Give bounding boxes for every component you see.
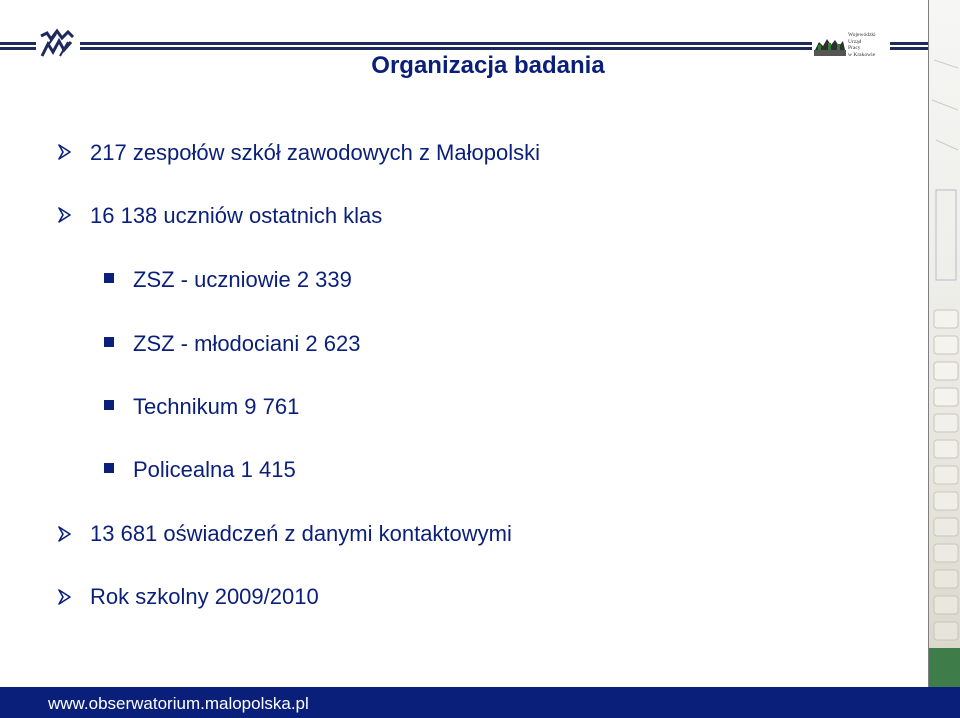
keyboard-photo-strip (928, 0, 960, 690)
arrow-bullet-icon (58, 207, 72, 223)
header-line-left (0, 42, 36, 45)
list-item: 217 zespołów szkół zawodowych z Małopolski (90, 140, 540, 165)
square-bullet-icon (104, 337, 114, 347)
arrow-bullet-icon (58, 144, 72, 160)
wup-logo-line-4: w Krakowie (848, 51, 876, 58)
list-subitem: ZSZ - uczniowie 2 339 (133, 267, 352, 292)
square-bullet-icon (104, 273, 114, 283)
wup-logo-line-2: Urząd (848, 38, 862, 45)
header-line-left-2 (0, 47, 36, 50)
list-item: Rok szkolny 2009/2010 (90, 584, 319, 609)
list-item: 13 681 oświadczeń z danymi kontaktowymi (90, 521, 512, 546)
arrow-bullet-icon (58, 589, 72, 605)
list-subitem: Technikum 9 761 (133, 394, 300, 419)
arrow-bullet-icon (58, 526, 72, 542)
photo-strip-border (928, 0, 929, 690)
list-item: 16 138 uczniów ostatnich klas (90, 203, 383, 228)
square-bullet-icon (104, 463, 114, 473)
slide-title: Organizacja badania (371, 52, 605, 79)
wup-logo-line-3: Pracy (848, 45, 861, 51)
wup-logo-line-1: Wojewódzki (848, 32, 876, 38)
list-subitem: ZSZ - młodociani 2 623 (133, 331, 361, 356)
header-line-main (80, 42, 812, 45)
list-subitem: Policealna 1 415 (133, 457, 296, 482)
footer-url[interactable]: www.obserwatorium.malopolska.pl (48, 694, 309, 713)
square-bullet-icon (104, 400, 114, 410)
header-line-main-2 (80, 47, 812, 50)
